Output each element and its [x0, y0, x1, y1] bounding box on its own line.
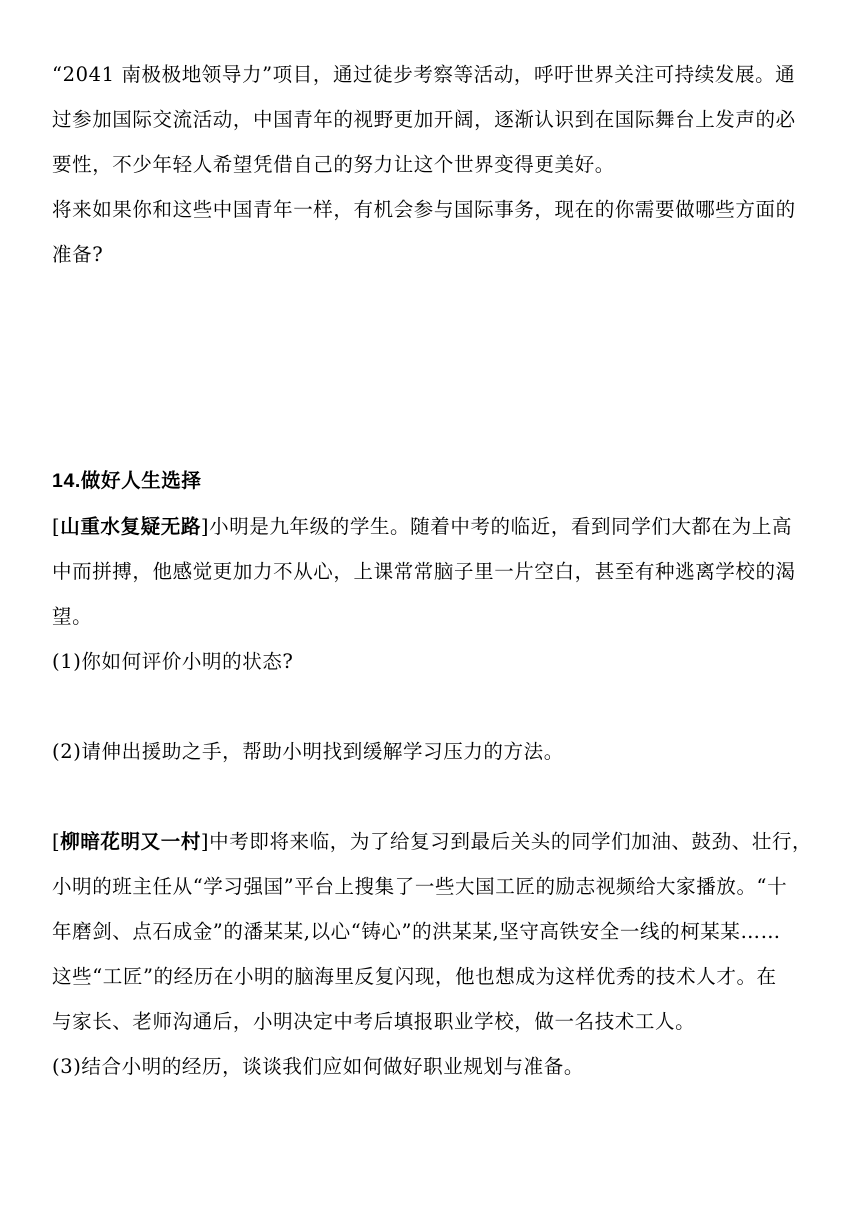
sub-question: (3)结合小明的经历，谈谈我们应如何做好职业规划与准备。	[52, 1055, 584, 1078]
section-line: 中而拼搏，他感觉更加力不从心，上课常常脑子里一片空白，甚至有种逃离学校的渴	[52, 560, 796, 583]
section-line: 望。	[52, 605, 93, 628]
section-line	[52, 514, 812, 540]
section-tag: 柳暗花明又一村	[60, 831, 201, 853]
paragraph-line: 过参加国际交流活动，中国青年的视野更加开阔，逐渐认识到在国际舞台上发声的必	[52, 108, 796, 131]
question-line: 将来如果你和这些中国青年一样，有机会参与国际事务，现在的你需要做哪些方面的	[52, 198, 796, 221]
sub-question: (2)请伸出援助之手，帮助小明找到缓解学习压力的方法。	[52, 740, 564, 763]
question-line: 准备?	[52, 243, 104, 266]
section-text: 小明是九年级的学生。随着中考的临近，看到同学们大都在为上高	[209, 515, 793, 538]
question-title: 14.做好人生选择	[52, 470, 202, 492]
section-line	[52, 829, 812, 855]
paragraph-line: 要性，不少年轻人希望凭借自己的努力让这个世界变得更美好。	[52, 153, 615, 176]
section-tag: 山重水复疑无路	[60, 516, 201, 538]
section-tag-close: ]	[200, 830, 210, 853]
section-tag-open: [	[52, 515, 61, 538]
section-line: 年磨剑、点石成金”的潘某某,以心“铸心”的洪某某,坚守高铁安全一线的柯某某……	[52, 920, 781, 943]
section-line: 与家长、老师沟通后，小明决定中考后填报职业学校，做一名技术工人。	[52, 1010, 696, 1033]
section-text: 中考即将来临，为了给复习到最后关头的同学们加油、鼓劲、壮行，	[209, 830, 813, 853]
paragraph-line: “2041 南极极地领导力”项目，通过徒步考察等活动，呼吁世界关注可持续发展。通	[52, 63, 796, 86]
section-tag-close: ]	[200, 515, 210, 538]
section-line: 小明的班主任从“学习强国”平台上搜集了一些大国工匠的励志视频给大家播放。“十	[52, 875, 788, 898]
section-line: 这些“工匠”的经历在小明的脑海里反复闪现，他也想成为这样优秀的技术人才。在	[52, 965, 777, 988]
section-tag-open: [	[52, 830, 61, 853]
sub-question: (1)你如何评价小明的状态?	[52, 650, 294, 673]
